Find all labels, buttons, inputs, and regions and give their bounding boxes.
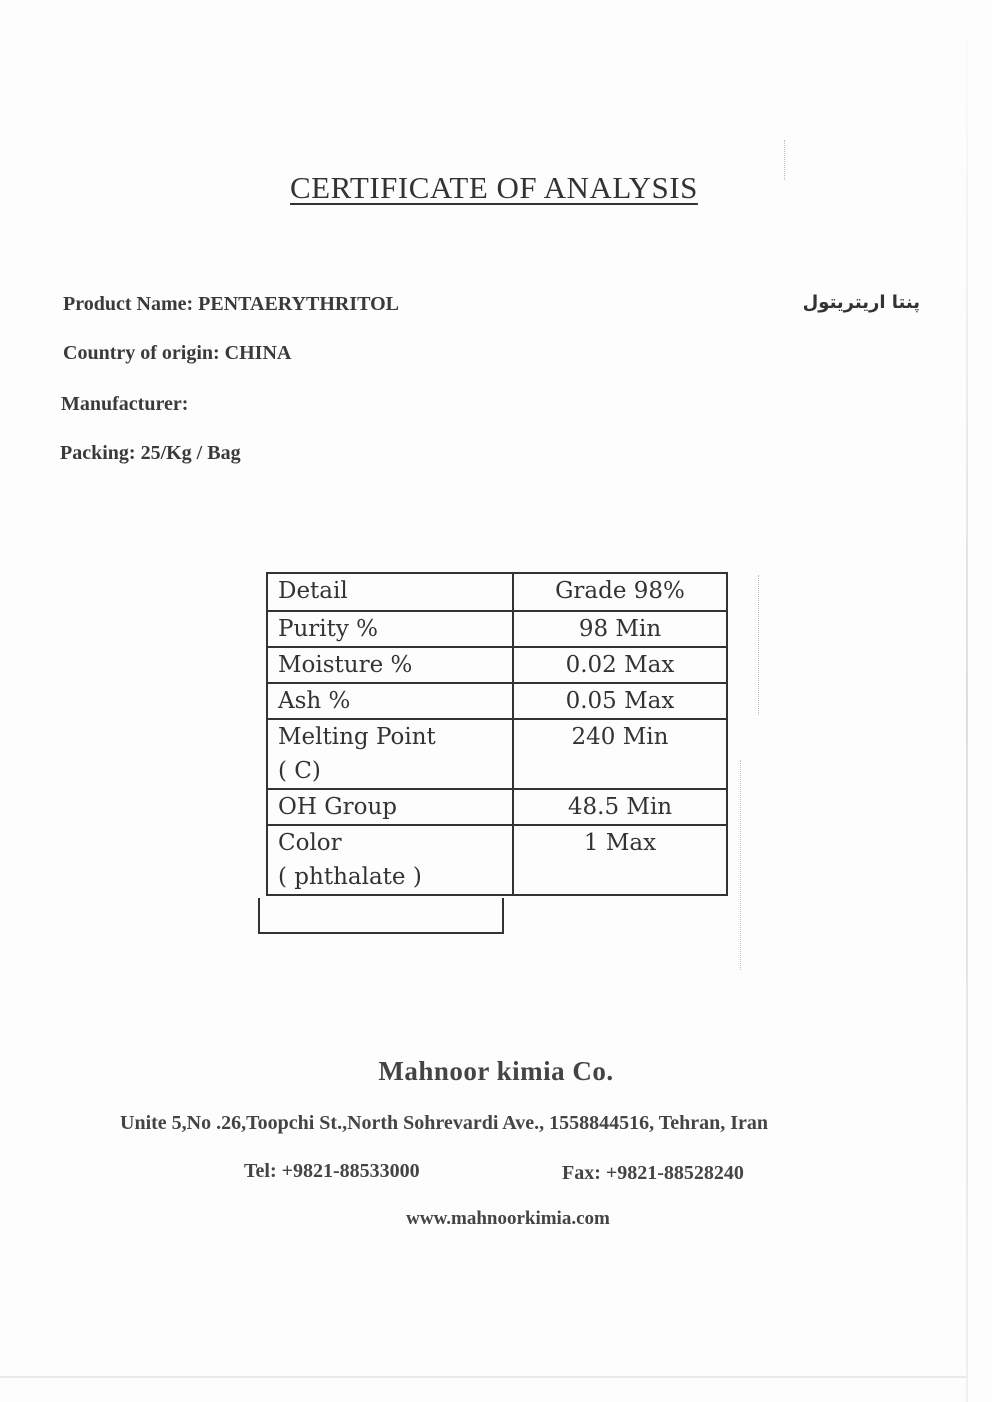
row-value: 0.05 Max [513,683,727,719]
scan-edge-right [966,0,968,1402]
product-name-label: Product Name: [63,293,194,315]
row-value: 0.02 Max [513,647,727,683]
row-detail: Moisture % [267,647,513,683]
country-of-origin-field [63,342,291,365]
table-row [267,719,727,789]
table-row [267,683,727,719]
country-of-origin-value: CHINA [224,342,292,364]
scan-edge-bottom [0,1376,966,1378]
scan-artifact-line [740,760,742,970]
row-detail [267,719,513,789]
row-detail: OH Group [267,789,513,825]
header-detail: Detail [267,573,513,611]
row-detail: Ash % [267,683,513,719]
table-row [267,611,727,647]
row-value: 48.5 Min [513,789,727,825]
table-header-row [267,573,727,611]
table-row [267,647,727,683]
product-name-value: PENTAERYTHRITOL [198,293,399,315]
company-tel: Tel: +9821-88533000 [244,1160,420,1182]
scan-artifact-line [784,140,786,180]
manufacturer-field [61,393,188,416]
packing-label: Packing: [60,442,136,464]
country-of-origin-label: Country of origin: [63,342,220,364]
row-detail-line1: Color [278,830,342,856]
row-value: 240 Min [513,719,727,789]
packing-value: 25/Kg / Bag [140,442,241,464]
table-row [267,789,727,825]
header-grade: Grade 98% [513,573,727,611]
product-name-field [63,293,399,316]
table-row [267,825,727,895]
row-value: 98 Min [513,611,727,647]
row-detail-line1: Melting Point [278,724,436,750]
row-detail-line2: ( phthalate ) [278,864,422,890]
scan-artifact-line [758,575,760,715]
row-detail [267,825,513,895]
company-address: Unite 5,No .26,Toopchi St.,North Sohrevardi Ave., 1558844516, Tehran, Iran [120,1112,769,1134]
company-website: www.mahnoorkimia.com [406,1208,610,1229]
packing-field [60,442,241,465]
manufacturer-label: Manufacturer: [61,393,189,415]
company-fax: Fax: +9821-88528240 [562,1162,744,1184]
row-detail: Purity % [267,611,513,647]
row-detail-line2: ( C) [278,758,321,784]
analysis-table [266,572,728,896]
document-title: CERTIFICATE OF ANALYSIS [290,170,698,205]
company-name: Mahnoor kimia Co. [378,1056,614,1086]
empty-table-cell [258,898,504,934]
row-value: 1 Max [513,825,727,895]
product-name-arabic: پنتا اریتریتول [802,292,920,313]
